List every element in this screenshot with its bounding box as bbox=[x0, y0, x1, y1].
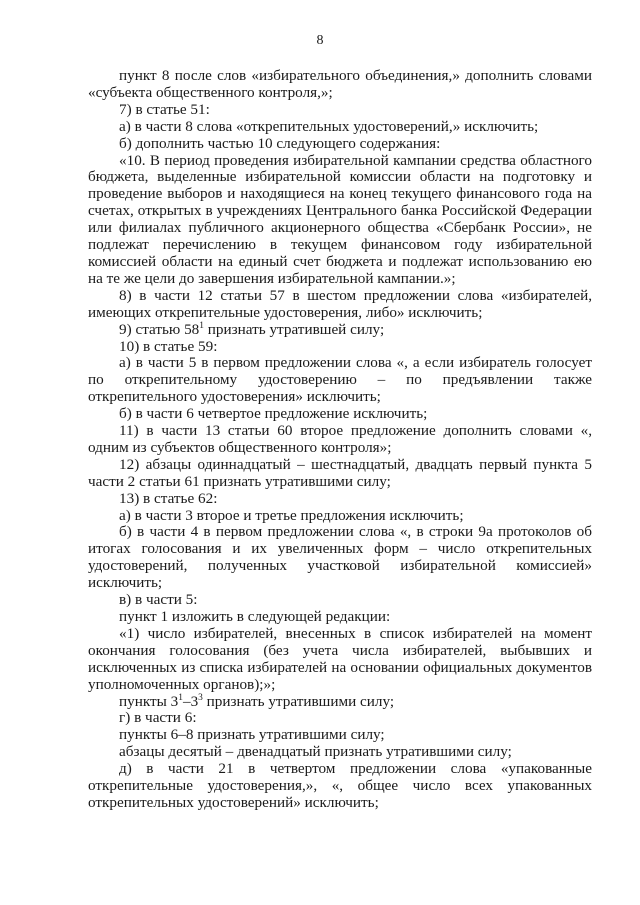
text-run: абзацы десятый – двенадцатый признать утратившими силу; bbox=[119, 743, 512, 761]
text-run: а) в части 5 в первом предложении слова «, а если избиратель голосует по открепительному удостоверению – по предъявлении также открепительного удостоверения» исключить; bbox=[88, 354, 592, 406]
paragraph bbox=[88, 406, 592, 423]
text-run: д) в части 21 в четвертом предложении слова «упакованные открепительные удостоверения,», «, общее число всех упакованных открепительных удостоверений» исключить; bbox=[88, 760, 592, 811]
text-run: пункты 3 bbox=[119, 692, 179, 710]
text-run: «1) число избирателей, внесенных в список избирателей на момент окончания голосования (без учета числа избирателей, выбывших и исключенных из списка избирателей на основании официальных документов уполномоченных органов);»; bbox=[88, 624, 592, 693]
paragraph bbox=[88, 119, 592, 136]
superscript: 1 bbox=[199, 320, 204, 331]
text-run: признать утратившими силу; bbox=[202, 692, 395, 710]
text-run: пункт 8 после слов «избирательного объединения,» дополнить словами «субъекта общественного контроля,»; bbox=[88, 67, 592, 101]
text-run: а) в части 8 слова «открепительных удостоверений,» исключить; bbox=[119, 117, 539, 135]
text-run: пункты 6–8 признать утратившими силу; bbox=[119, 726, 385, 744]
paragraph bbox=[88, 508, 592, 525]
superscript: 1 bbox=[178, 692, 183, 703]
paragraph bbox=[88, 491, 592, 508]
text-run: 10) в статье 59: bbox=[119, 337, 218, 355]
text-run: б) в части 6 четвертое предложение исключить; bbox=[119, 405, 428, 423]
document-body bbox=[88, 68, 592, 812]
page-number: 8 bbox=[316, 33, 324, 48]
paragraph bbox=[88, 339, 592, 356]
text-run: 13) в статье 62: bbox=[119, 489, 218, 507]
paragraph bbox=[88, 68, 592, 102]
superscript: 3 bbox=[198, 692, 203, 703]
paragraph bbox=[88, 592, 592, 609]
text-run: –3 bbox=[182, 692, 199, 710]
paragraph bbox=[88, 136, 592, 153]
text-run: 11) в части 13 статьи 60 второе предложение дополнить словами «, одним из субъектов общественного контроля»; bbox=[88, 422, 592, 456]
text-run: 12) абзацы одиннадцатый – шестнадцатый, двадцать первый пункта 5 части 2 статьи 61 признать утратившими силу; bbox=[88, 455, 592, 490]
text-run: признать утратившей силу; bbox=[203, 320, 385, 338]
paragraph bbox=[88, 153, 592, 288]
text-run: «10. В период проведения избирательной кампании средства областного бюджета, выделенные избирательной комиссии области на подготовку и проведение выборов и находящиеся на конец текущего финансового года на счетах, открытых в учреждениях Центрального банка Российской Федерации или филиалах публичного акционерного общества «Сбербанк России», не подлежат перечислению в текущем финансовом году избирательной комиссией области на единый счет бюджета и подлежат использованию ею на те же цели до завершения избирательной кампании.»; bbox=[88, 151, 592, 287]
paragraph bbox=[88, 744, 592, 761]
paragraph bbox=[88, 727, 592, 744]
text-run: б) в части 4 в первом предложении слова «, в строки 9а протоколов об итогах голосования и их увеличенных форм – число открепительных удостоверений, полученных участковой избирательной комиссией» исключить; bbox=[88, 523, 592, 592]
paragraph bbox=[88, 322, 592, 339]
text-run: 8) в части 12 статьи 57 в шестом предложении слова «избирателей, имеющих открепительные удостоверения, либо» исключить; bbox=[88, 286, 592, 321]
paragraph bbox=[88, 423, 592, 457]
paragraph bbox=[88, 710, 592, 727]
paragraph bbox=[88, 694, 592, 711]
paragraph bbox=[88, 626, 592, 694]
text-run: г) в части 6: bbox=[119, 709, 197, 727]
text-run: а) в части 3 второе и третье предложения исключить; bbox=[119, 506, 464, 524]
paragraph bbox=[88, 102, 592, 119]
text-run: б) дополнить частью 10 следующего содержания: bbox=[119, 134, 441, 152]
text-run: пункт 1 изложить в следующей редакции: bbox=[119, 608, 391, 625]
text-run: 7) в статье 51: bbox=[119, 100, 210, 118]
paragraph bbox=[88, 288, 592, 322]
paragraph bbox=[88, 457, 592, 491]
paragraph bbox=[88, 524, 592, 592]
text-run: 9) статью 58 bbox=[119, 320, 200, 338]
text-run: в) в части 5: bbox=[119, 591, 198, 609]
paragraph bbox=[88, 355, 592, 406]
paragraph bbox=[88, 609, 592, 626]
paragraph bbox=[88, 761, 592, 812]
